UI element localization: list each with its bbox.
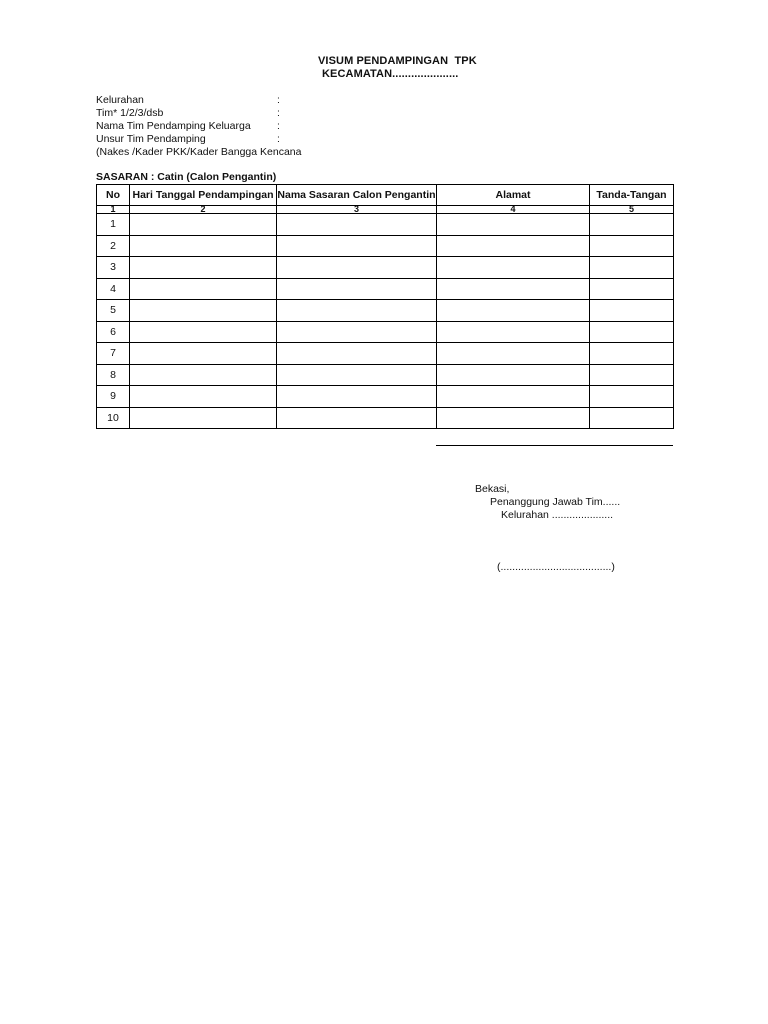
date-cell[interactable] [130,343,277,365]
address-cell[interactable] [437,386,590,408]
row-number: 4 [97,278,130,300]
signature-cell[interactable] [590,407,674,429]
signature-cell[interactable] [590,278,674,300]
meta-label-nama-tim: Nama Tim Pendamping Keluarga [96,120,251,132]
date-cell[interactable] [130,278,277,300]
signature-cell[interactable] [590,343,674,365]
visit-table [96,184,674,429]
signature-cell[interactable] [590,257,674,279]
signature-role: Penanggung Jawab Tim...... [490,496,621,508]
address-cell[interactable] [437,343,590,365]
signature-cell[interactable] [590,300,674,322]
name-cell[interactable] [277,321,437,343]
name-cell[interactable] [277,214,437,236]
column-number: 4 [437,206,590,214]
date-cell[interactable] [130,407,277,429]
signature-place: Bekasi, [475,483,510,495]
header-no: No [97,185,130,206]
row-number: 2 [97,235,130,257]
table-row [97,278,674,300]
name-cell[interactable] [277,364,437,386]
signature-cell[interactable] [590,364,674,386]
column-number: 3 [277,206,437,214]
signature-name-field[interactable]: (......................................) [497,561,615,573]
date-cell[interactable] [130,386,277,408]
signature-kelurahan: Kelurahan ..................... [501,509,614,521]
meta-sep-nama-tim: : [277,120,280,132]
table-row [97,321,674,343]
row-number: 7 [97,343,130,365]
header-name: Nama Sasaran Calon Pengantin [277,185,437,206]
date-cell[interactable] [130,235,277,257]
table-row [97,364,674,386]
table-row [97,300,674,322]
address-cell[interactable] [437,278,590,300]
meta-label-nakes: (Nakes /Kader PKK/Kader Bangga Kencana [96,146,302,158]
meta-label-kelurahan: Kelurahan [96,94,144,106]
name-cell[interactable] [277,257,437,279]
table-row [97,343,674,365]
column-number: 1 [97,206,130,214]
signature-divider [436,445,673,446]
signature-cell[interactable] [590,386,674,408]
name-cell[interactable] [277,300,437,322]
meta-sep-tim: : [277,107,280,119]
date-cell[interactable] [130,321,277,343]
document-subtitle: KECAMATAN..................... [322,68,459,80]
name-cell[interactable] [277,343,437,365]
address-cell[interactable] [437,214,590,236]
row-number: 5 [97,300,130,322]
column-number: 5 [590,206,674,214]
signature-cell[interactable] [590,321,674,343]
table-row [97,386,674,408]
table-row [97,235,674,257]
table-header-row [97,185,674,206]
row-number: 8 [97,364,130,386]
target-label: SASARAN : Catin (Calon Pengantin) [96,171,277,183]
header-date: Hari Tanggal Pendampingan [130,185,277,206]
document-title: VISUM PENDAMPINGAN TPK [318,55,477,67]
column-number-row [97,206,674,214]
row-number: 10 [97,407,130,429]
address-cell[interactable] [437,235,590,257]
name-cell[interactable] [277,235,437,257]
table-row [97,257,674,279]
date-cell[interactable] [130,300,277,322]
date-cell[interactable] [130,257,277,279]
header-signature: Tanda-Tangan [590,185,674,206]
name-cell[interactable] [277,386,437,408]
column-number: 2 [130,206,277,214]
row-number: 9 [97,386,130,408]
table-row [97,214,674,236]
name-cell[interactable] [277,407,437,429]
address-cell[interactable] [437,300,590,322]
header-address: Alamat [437,185,590,206]
meta-label-tim: Tim* 1/2/3/dsb [96,107,164,119]
table-row [97,407,674,429]
row-number: 1 [97,214,130,236]
meta-sep-kelurahan: : [277,94,280,106]
signature-cell[interactable] [590,235,674,257]
name-cell[interactable] [277,278,437,300]
address-cell[interactable] [437,407,590,429]
date-cell[interactable] [130,214,277,236]
date-cell[interactable] [130,364,277,386]
address-cell[interactable] [437,321,590,343]
address-cell[interactable] [437,257,590,279]
address-cell[interactable] [437,364,590,386]
row-number: 3 [97,257,130,279]
row-number: 6 [97,321,130,343]
meta-sep-unsur: : [277,133,280,145]
signature-cell[interactable] [590,214,674,236]
meta-label-unsur: Unsur Tim Pendamping [96,133,206,145]
